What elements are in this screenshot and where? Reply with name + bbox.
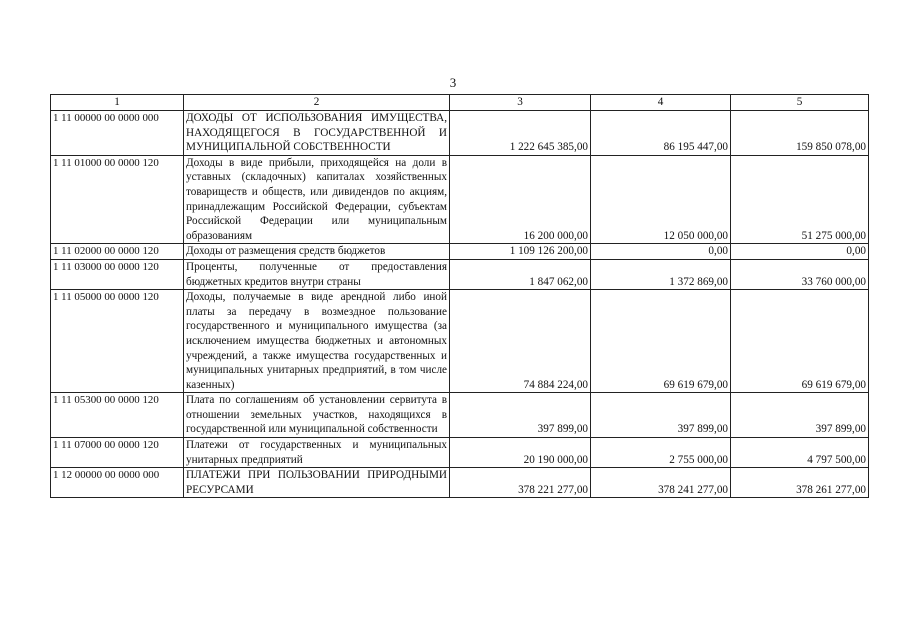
row-value-3: 1 847 062,00 <box>450 259 591 289</box>
table-row <box>51 259 869 289</box>
table-row <box>51 393 869 438</box>
column-header-value-4: 4 <box>591 95 731 111</box>
row-value-5: 378 261 277,00 <box>731 468 869 498</box>
row-code: 1 11 02000 00 0000 120 <box>51 244 184 260</box>
row-code: 1 11 00000 00 0000 000 <box>51 111 184 156</box>
row-code: 1 12 00000 00 0000 000 <box>51 468 184 498</box>
row-value-5: 33 760 000,00 <box>731 259 869 289</box>
row-name: ПЛАТЕЖИ ПРИ ПОЛЬЗОВАНИИ ПРИРОДНЫМИ РЕСУРСАМИ <box>184 468 450 498</box>
column-header-value-5: 5 <box>731 95 869 111</box>
table-row <box>51 438 869 468</box>
row-value-5: 51 275 000,00 <box>731 155 869 244</box>
revenue-table <box>50 94 869 498</box>
row-value-4: 86 195 447,00 <box>591 111 731 156</box>
table-row <box>51 155 869 244</box>
row-code: 1 11 03000 00 0000 120 <box>51 259 184 289</box>
row-value-5: 69 619 679,00 <box>731 290 869 393</box>
row-value-4: 12 050 000,00 <box>591 155 731 244</box>
table-row <box>51 111 869 156</box>
row-value-5: 397 899,00 <box>731 393 869 438</box>
table-row <box>51 468 869 498</box>
row-value-3: 16 200 000,00 <box>450 155 591 244</box>
table-row <box>51 290 869 393</box>
page-number: 3 <box>449 75 457 90</box>
row-value-4: 69 619 679,00 <box>591 290 731 393</box>
row-value-3: 1 222 645 385,00 <box>450 111 591 156</box>
column-header-code: 1 <box>51 95 184 111</box>
row-name: Доходы от размещения средств бюджетов <box>184 244 450 260</box>
row-value-5: 4 797 500,00 <box>731 438 869 468</box>
row-code: 1 11 05000 00 0000 120 <box>51 290 184 393</box>
row-code: 1 11 01000 00 0000 120 <box>51 155 184 244</box>
row-value-5: 159 850 078,00 <box>731 111 869 156</box>
row-name: Плата по соглашениям об установлении сервитута в отношении земельных участков, находящихся в государственной или муниципальной собственности <box>184 393 450 438</box>
row-name: Доходы, получаемые в виде арендной либо иной платы за передачу в возмездное пользование государственного и муниципального имущества (за исключением имущества бюджетных и автономных учреждений, а также имущества государственных и муниципальных унитарных предприятий, в том числе казенных) <box>184 290 450 393</box>
table-row <box>51 244 869 260</box>
row-value-4: 397 899,00 <box>591 393 731 438</box>
row-value-4: 378 241 277,00 <box>591 468 731 498</box>
row-code: 1 11 07000 00 0000 120 <box>51 438 184 468</box>
row-name: Платежи от государственных и муниципальных унитарных предприятий <box>184 438 450 468</box>
column-header-value-3: 3 <box>450 95 591 111</box>
row-value-3: 378 221 277,00 <box>450 468 591 498</box>
row-name: Доходы в виде прибыли, приходящейся на доли в уставных (складочных) капиталах хозяйственных товариществ и обществ, или дивидендов по акциям, принадлежащим Российской Федерации, субъектам Российской Федерации или муниципальным образованиям <box>184 155 450 244</box>
row-value-3: 74 884 224,00 <box>450 290 591 393</box>
row-value-3: 1 109 126 200,00 <box>450 244 591 260</box>
row-value-4: 0,00 <box>591 244 731 260</box>
row-value-4: 1 372 869,00 <box>591 259 731 289</box>
column-header-name: 2 <box>184 95 450 111</box>
row-code: 1 11 05300 00 0000 120 <box>51 393 184 438</box>
row-name: ДОХОДЫ ОТ ИСПОЛЬЗОВАНИЯ ИМУЩЕСТВА, НАХОДЯЩЕГОСЯ В ГОСУДАРСТВЕННОЙ И МУНИЦИПАЛЬНОЙ СОБСТВЕННОСТИ <box>184 111 450 156</box>
row-value-3: 397 899,00 <box>450 393 591 438</box>
table-header-row <box>51 95 869 111</box>
row-value-3: 20 190 000,00 <box>450 438 591 468</box>
row-name: Проценты, полученные от предоставления бюджетных кредитов внутри страны <box>184 259 450 289</box>
row-value-5: 0,00 <box>731 244 869 260</box>
row-value-4: 2 755 000,00 <box>591 438 731 468</box>
